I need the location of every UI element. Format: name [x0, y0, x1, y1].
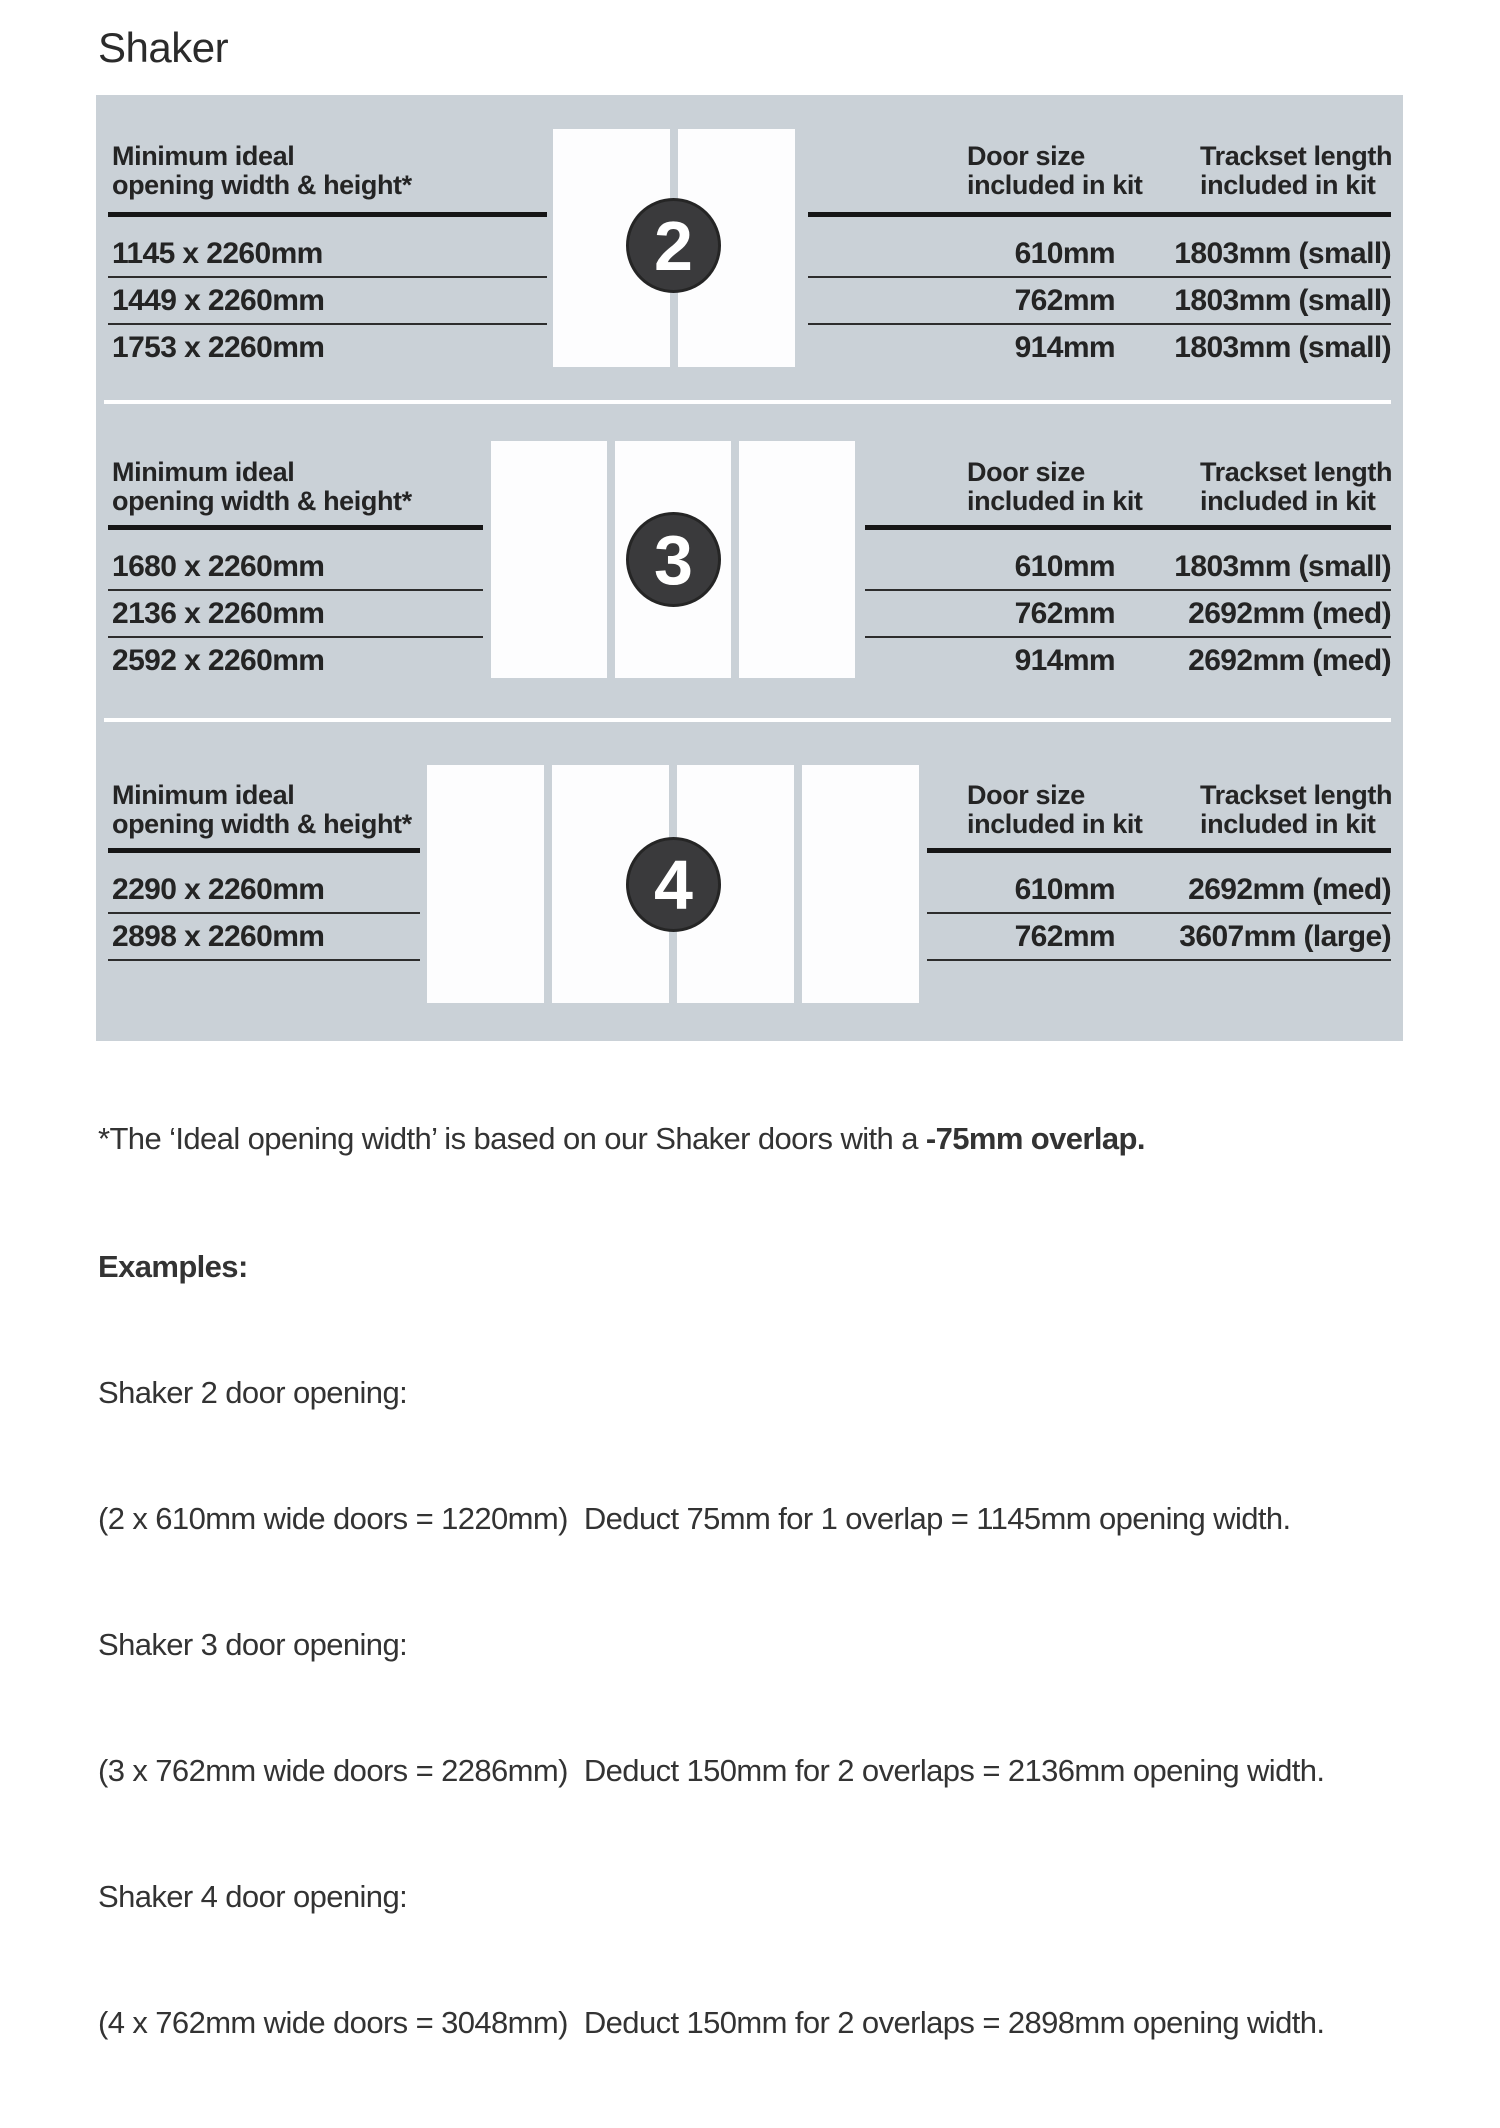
table-row	[865, 638, 1391, 683]
trackset-value: 2692mm (med)	[1188, 873, 1391, 906]
door-count-badge: 3	[626, 512, 721, 607]
opening-size-header	[112, 458, 412, 516]
header-line: opening width & height*	[112, 486, 412, 516]
opening-value: 2592 x 2260mm	[112, 643, 325, 677]
door-size-value: 914mm	[1014, 643, 1115, 677]
header-line: included in kit	[967, 170, 1143, 200]
door-size-value: 762mm	[1014, 283, 1115, 317]
header-line: Minimum ideal	[112, 457, 295, 487]
door-count-badge: 2	[626, 198, 721, 293]
table-row	[108, 914, 420, 961]
opening-value: 2898 x 2260mm	[112, 919, 325, 953]
section-separator	[104, 718, 1391, 722]
trackset-value: 3607mm (large)	[1179, 919, 1391, 953]
door-size-value: 610mm	[1014, 237, 1115, 270]
door-size-value: 914mm	[1014, 330, 1115, 364]
table-row	[808, 325, 1391, 370]
page-title: Shaker	[98, 24, 229, 71]
table-row	[108, 591, 483, 638]
header-line: Door size	[967, 457, 1085, 487]
table-row	[927, 914, 1391, 961]
examples-heading: Examples:	[98, 1249, 248, 1284]
example-line: Shaker 4 door opening:	[98, 1879, 408, 1914]
header-line: included in kit	[967, 809, 1143, 839]
table-row	[108, 278, 547, 325]
door-size-value: 762mm	[1014, 596, 1115, 630]
trackset-value: 1803mm (small)	[1174, 237, 1391, 270]
header-line: Door size	[967, 780, 1085, 810]
trackset-header	[1200, 142, 1392, 200]
header-line: included in kit	[967, 486, 1143, 516]
opening-size-rows	[108, 530, 483, 683]
header-line: Trackset length	[1200, 141, 1393, 171]
door-size-header	[967, 458, 1143, 516]
opening-size-header	[112, 142, 412, 200]
table-row	[108, 853, 420, 914]
opening-size-rows	[108, 217, 547, 370]
kit-rows	[927, 853, 1391, 961]
trackset-value: 2692mm (med)	[1188, 596, 1391, 630]
example-line: Shaker 3 door opening:	[98, 1627, 408, 1662]
door-panel	[491, 441, 607, 678]
header-line: opening width & height*	[112, 809, 412, 839]
trackset-header	[1200, 458, 1392, 516]
footnote	[98, 1121, 1145, 1157]
door-panel	[739, 441, 855, 678]
opening-value: 1145 x 2260mm	[112, 237, 323, 270]
door-count-badge: 4	[626, 837, 721, 932]
kit-rows	[865, 530, 1391, 683]
table-row	[865, 530, 1391, 591]
table-row	[108, 325, 547, 370]
header-line: included in kit	[1200, 809, 1376, 839]
table-row	[808, 278, 1391, 325]
door-panel	[802, 765, 919, 1003]
door-size-value: 762mm	[1014, 919, 1115, 953]
header-line: Trackset length	[1200, 780, 1393, 810]
section-separator	[104, 400, 1391, 404]
opening-value: 1753 x 2260mm	[112, 330, 325, 364]
footnote-text: *The ‘Ideal opening width’ is based on our Shaker doors with a	[98, 1121, 926, 1156]
trackset-value: 1803mm (small)	[1174, 283, 1391, 317]
opening-value: 1449 x 2260mm	[112, 283, 325, 317]
examples	[98, 1162, 1324, 2128]
table-row	[927, 853, 1391, 914]
door-size-header	[967, 781, 1143, 839]
trackset-value: 1803mm (small)	[1174, 550, 1391, 583]
opening-size-header	[112, 781, 412, 839]
table-row	[108, 217, 547, 278]
header-line: Door size	[967, 141, 1085, 171]
header-line: Minimum ideal	[112, 141, 295, 171]
example-line: (2 x 610mm wide doors = 1220mm) Deduct 75mm for 1 overlap = 1145mm opening width.	[98, 1501, 1291, 1536]
header-line: included in kit	[1200, 486, 1376, 516]
example-line: (4 x 762mm wide doors = 3048mm) Deduct 150mm for 2 overlaps = 2898mm opening width.	[98, 2005, 1325, 2040]
header-line: Trackset length	[1200, 457, 1393, 487]
example-line: (3 x 762mm wide doors = 2286mm) Deduct 150mm for 2 overlaps = 2136mm opening width.	[98, 1753, 1325, 1788]
door-size-header	[967, 142, 1143, 200]
door-size-value: 610mm	[1014, 873, 1115, 906]
trackset-value: 1803mm (small)	[1174, 330, 1391, 364]
header-line: Minimum ideal	[112, 780, 295, 810]
header-line: included in kit	[1200, 170, 1376, 200]
table-row	[808, 217, 1391, 278]
trackset-value: 2692mm (med)	[1188, 643, 1391, 677]
header-line: opening width & height*	[112, 170, 412, 200]
table-row	[865, 591, 1391, 638]
opening-value: 2136 x 2260mm	[112, 596, 325, 630]
footnote-bold: -75mm overlap.	[925, 1121, 1145, 1156]
kit-rows	[808, 217, 1391, 370]
opening-value: 1680 x 2260mm	[112, 550, 325, 583]
table-row	[108, 638, 483, 683]
door-panel	[427, 765, 544, 1003]
opening-value: 2290 x 2260mm	[112, 873, 325, 906]
door-size-value: 610mm	[1014, 550, 1115, 583]
example-line: Shaker 2 door opening:	[98, 1375, 408, 1410]
trackset-header	[1200, 781, 1392, 839]
opening-size-rows	[108, 853, 420, 961]
table-row	[108, 530, 483, 591]
